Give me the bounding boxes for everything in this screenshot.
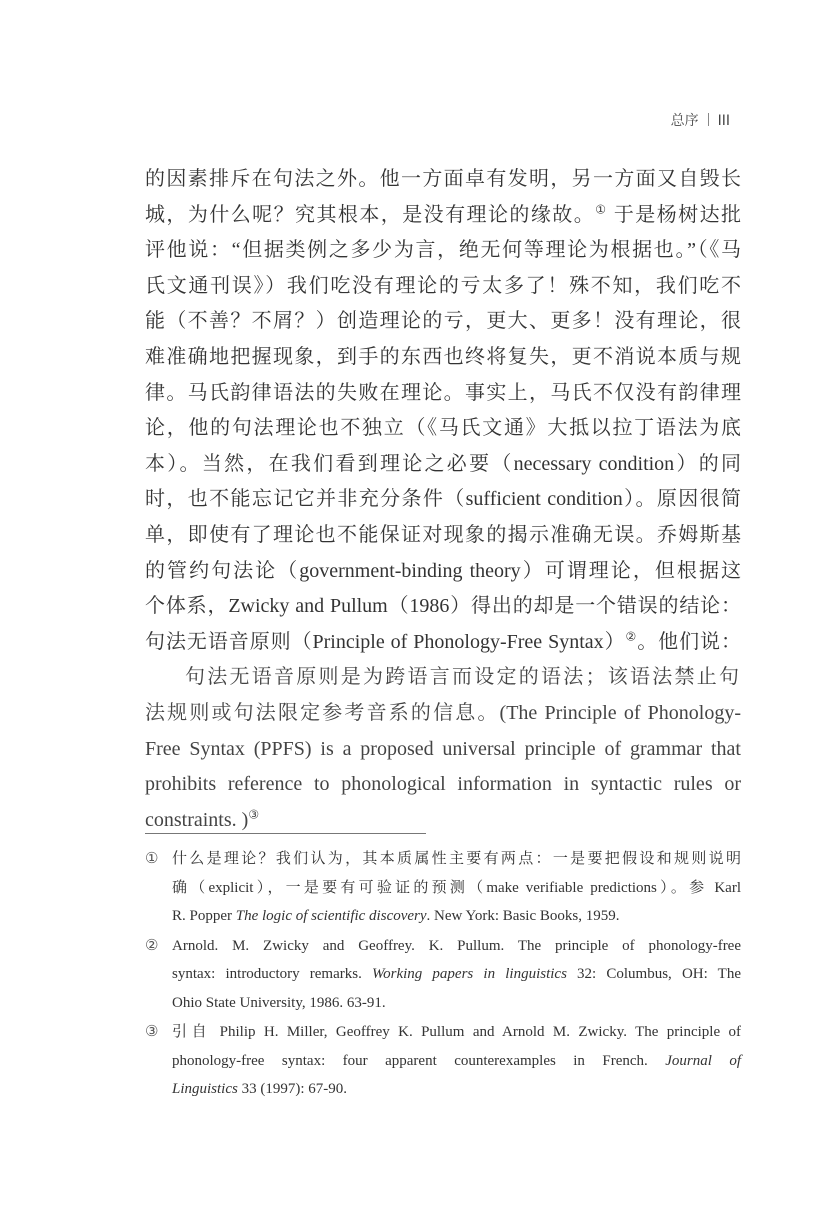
- footnote-line: 引自 Philip H. Miller, Geoffrey K. Pullum and Arnold M. Zwicky. The principle of: [172, 1024, 741, 1040]
- footnote-line: [172, 960, 741, 989]
- text: R. Popper: [172, 908, 236, 924]
- footnote-ref-2[interactable]: ②: [625, 629, 638, 644]
- text: 。他们说：: [637, 630, 741, 653]
- body-line: 个体系，Zwicky and Pullum（1986）得出的却是一个错误的结论：: [145, 595, 741, 618]
- footnote-line: [172, 1047, 741, 1076]
- text: 句法无语音原则（Principle of Phonology-Free Syntax）: [145, 630, 626, 653]
- header-divider: [708, 113, 709, 126]
- text: 城，为什么呢？究其根本，是没有理论的缘故。: [145, 203, 596, 226]
- quote-line: 句法无语音原则是为跨语言而设定的语法；该语法禁止句: [185, 666, 741, 689]
- page-number: III: [717, 113, 730, 129]
- quote-line: prohibits reference to phonological information in syntactic rules or: [145, 773, 741, 796]
- footnote-3: [145, 1018, 741, 1104]
- running-header: [671, 110, 730, 130]
- footnotes: [145, 845, 741, 1104]
- body-line: 评他说：“但据类例之多少为言，绝无何等理论为根据也。”（《马: [145, 239, 741, 262]
- text: . New York: Basic Books, 1959.: [426, 908, 620, 924]
- body-text: [145, 162, 741, 838]
- footnote-divider: [145, 833, 426, 834]
- journal-title: Working papers in linguistics: [372, 966, 567, 982]
- text: phonology-free syntax: four apparent counterexamples in French.: [172, 1052, 666, 1069]
- footnote-marker: ③: [145, 1024, 159, 1040]
- body-line: 难准确地把握现象，到手的东西也终将复失，更不消说本质与规: [145, 345, 741, 368]
- text: constraints. ): [145, 808, 249, 831]
- footnote-marker: ②: [145, 937, 159, 954]
- body-line: 氏文通刊误》）我们吃没有理论的亏太多了！殊不知，我们吃不: [145, 274, 741, 297]
- footnote-marker: ①: [145, 851, 159, 867]
- footnote-line: Ohio State University, 1986. 63-91.: [172, 994, 386, 1011]
- body-line: 的管约句法论（government-binding theory）可谓理论，但根据这: [145, 559, 741, 582]
- footnote-line: Arnold. M. Zwicky and Geoffrey. K. Pullum. The principle of phonology-free: [172, 937, 741, 954]
- body-line: [145, 625, 741, 661]
- quote-line: Free Syntax (PPFS) is a proposed universal principle of grammar that: [145, 737, 741, 760]
- journal-title: Linguistics: [172, 1081, 238, 1097]
- journal-title: Journal of: [665, 1052, 741, 1069]
- text: 于是杨树达批: [613, 203, 742, 226]
- body-line: 单，即使有了理论也不能保证对现象的揭示准确无误。乔姆斯基: [145, 523, 741, 546]
- text: 33 (1997): 67-90.: [237, 1081, 348, 1097]
- footnote-line: 什么是理论？我们认为，其本质属性主要有两点：一是要把假设和规则说明: [172, 851, 741, 867]
- body-line: 能（不善？不屑？）创造理论的亏，更大、更多！没有理论，很: [145, 310, 741, 333]
- body-line: 论，他的句法理论也不独立（《马氏文通》大抵以拉丁语法为底: [145, 417, 741, 440]
- footnote-1: [145, 845, 741, 931]
- footnote-2: [145, 932, 741, 1018]
- block-quote: [145, 660, 741, 838]
- section-title: 总序: [670, 113, 699, 129]
- body-line: [145, 198, 741, 234]
- book-title: The logic of scientific discovery: [235, 908, 427, 924]
- text: 32: Columbus, OH: The: [566, 966, 741, 982]
- footnote-ref-1[interactable]: ①: [595, 201, 608, 216]
- footnote-line: 确（explicit），一是要有可验证的预测（make verifiable predictions）。参 Karl: [172, 879, 741, 896]
- footnote-ref-3[interactable]: ③: [248, 807, 260, 822]
- footnote-line: [172, 902, 741, 931]
- body-line: 时，也不能忘记它并非充分条件（sufficient condition）。原因很简: [145, 488, 741, 511]
- body-line: 本）。当然，在我们看到理论之必要（necessary condition）的同: [145, 452, 741, 475]
- quote-line: 法规则或句法限定参考音系的信息。(The Principle of Phonology-: [145, 701, 741, 724]
- footnote-line: [172, 1075, 741, 1104]
- body-line: 律。马氏韵律语法的失败在理论。事实上，马氏不仅没有韵律理: [145, 381, 741, 404]
- body-line: 的因素排斥在句法之外。他一方面卓有发明，另一方面又自毁长: [145, 168, 741, 190]
- text: syntax: introductory remarks.: [172, 966, 372, 982]
